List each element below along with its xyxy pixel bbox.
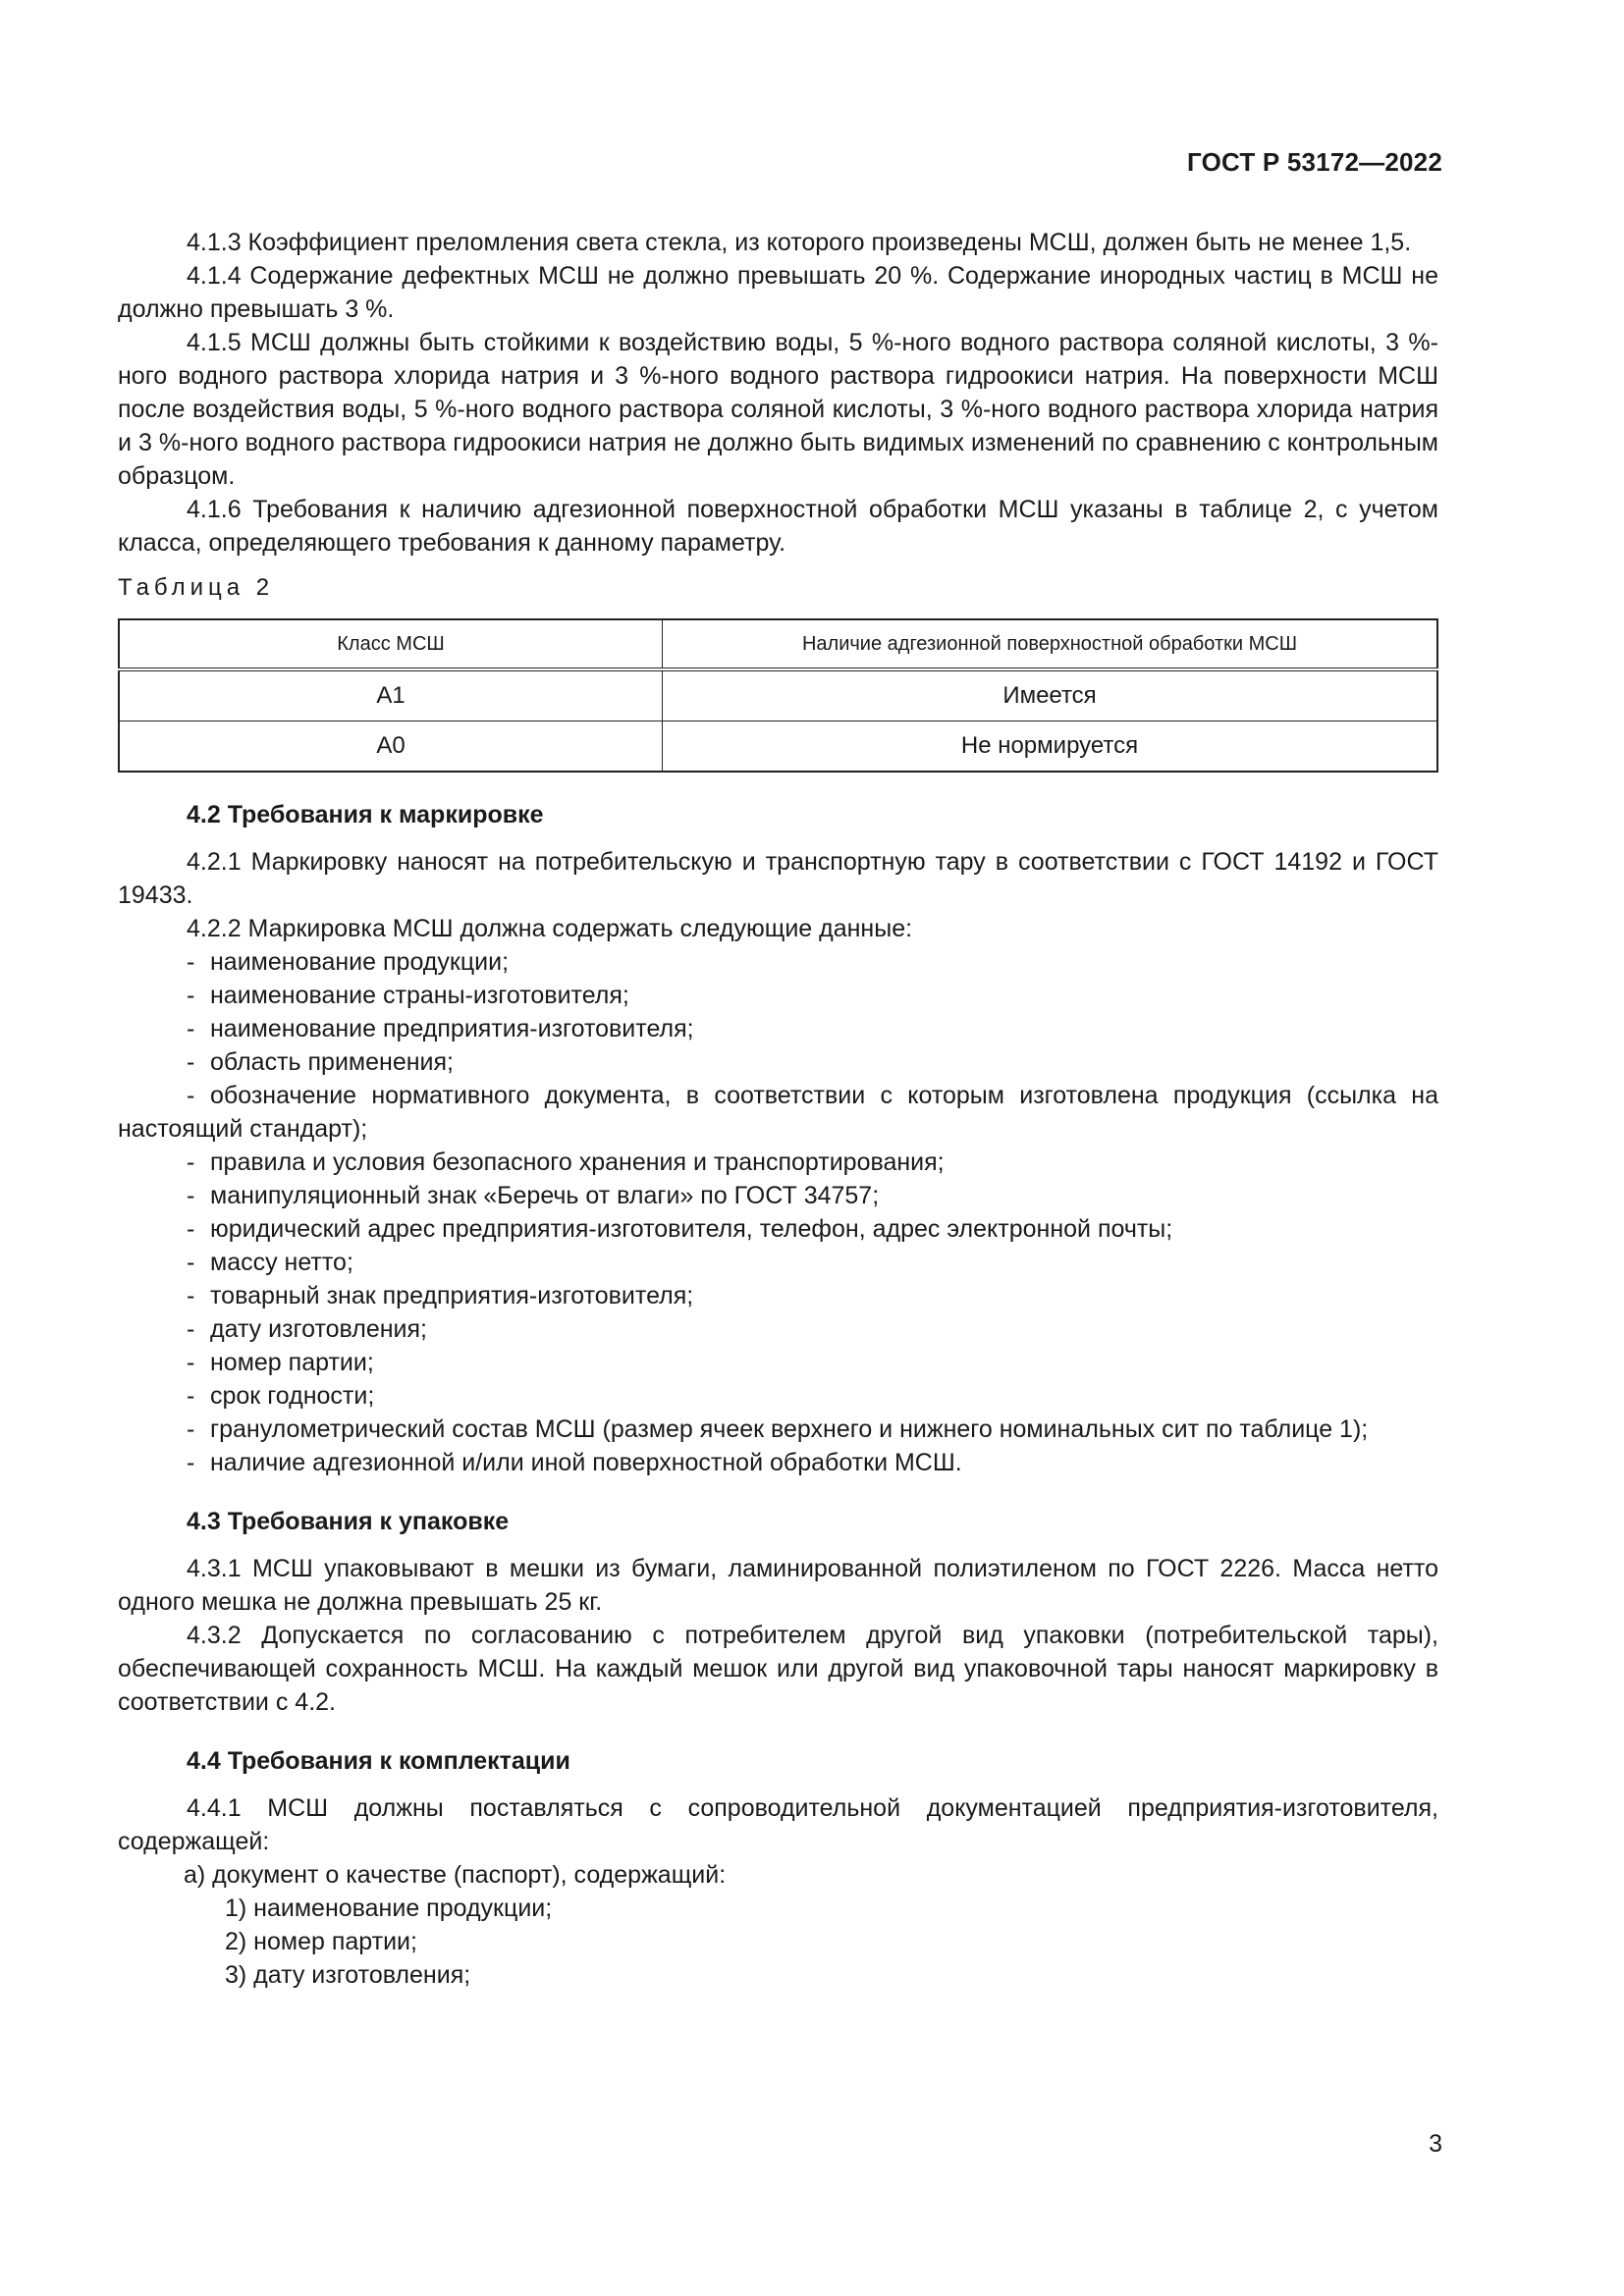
numbered-item: 3) дату изготовления; [225,1961,471,1989]
list-item-a: а) документ о качестве (паспорт), содержащий: [184,1861,727,1889]
table-row [119,721,1437,773]
list-item: - правила и условия безопасного хранения и транспортирования; [187,1148,945,1176]
table-header-class: Класс МСШ [119,619,663,669]
paragraph-4-1-4: 4.1.4 Содержание дефектных МСШ не должно превышать 20 %. Содержание инородных частиц в МСШ не должно превышать 3 %. [118,262,1438,323]
list-item: - товарный знак предприятия-изготовителя; [187,1282,694,1309]
page-number: 3 [1429,2130,1442,2158]
paragraph-4-3-2: 4.3.2 Допускается по согласованию с потребителем другой вид упаковки (потребительской тары), обеспечивающей сохранность МСШ. На каждый мешок или другой вид упаковочной тары наносят маркировку в соответствии с 4.2. [118,1622,1438,1716]
table-cell-class: А0 [119,721,663,773]
table-caption: Таблица 2 [118,574,275,601]
list-item: - номер партии; [187,1349,374,1376]
list-item: - срок годности; [187,1382,375,1410]
paragraph-4-3-1: 4.3.1 МСШ упаковывают в мешки из бумаги, ламинированной полиэтиленом по ГОСТ 2226. Масса нетто одного мешка не должна превышать 25 кг. [118,1555,1438,1616]
list-item: - массу нетто; [187,1249,353,1276]
list-item: - гранулометрический состав МСШ (размер ячеек верхнего и нижнего номинальных сит по таблице 1); [187,1415,1369,1443]
list-item: - наименование предприятия-изготовителя; [187,1015,694,1042]
page-content [118,226,1438,1992]
section-title-4-3: 4.3 Требования к упаковке [187,1508,510,1535]
numbered-item: 1) наименование продукции; [225,1895,553,1922]
list-item: - область применения; [187,1048,454,1076]
paragraph-4-2-1: 4.2.1 Маркировку наносят на потребительскую и транспортную тару в соответствии с ГОСТ 14192 и ГОСТ 19433. [118,848,1438,909]
numbered-item: 2) номер партии; [225,1928,417,1955]
paragraph-4-1-3: 4.1.3 Коэффициент преломления света стекла, из которого произведены МСШ, должен быть не менее 1,5. [187,229,1412,256]
list-item: - наименование продукции; [187,948,510,976]
section-title-4-2: 4.2 Требования к маркировке [187,801,544,828]
document-id-header: ГОСТ Р 53172—2022 [1187,147,1442,177]
table-header-row [119,619,1437,669]
list-item: - обозначение нормативного документа, в соответствии с которым изготовлена продукция (ссылка на настоящий стандарт); [118,1082,1438,1143]
list-item: - дату изготовления; [187,1315,427,1343]
paragraph-4-2-2: 4.2.2 Маркировка МСШ должна содержать следующие данные: [187,915,913,942]
paragraph-4-4-1: 4.4.1 МСШ должны поставляться с сопроводительной документацией предприятия-изготовителя, содержащей: [118,1794,1438,1855]
marking-list [118,945,1438,1479]
table-cell-adhesion: Имеется [663,669,1438,721]
section-title-4-4: 4.4 Требования к комплектации [187,1747,570,1775]
paragraph-4-1-6: 4.1.6 Требования к наличию адгезионной поверхностной обработки МСШ указаны в таблице 2, с учетом класса, определяющего требования к данному параметру. [118,496,1438,557]
table-2 [118,618,1438,773]
table-cell-adhesion: Не нормируется [663,721,1438,773]
list-item: - юридический адрес предприятия-изготовителя, телефон, адрес электронной почты; [187,1215,1173,1243]
list-item: - наименование страны-изготовителя; [187,982,629,1009]
table-header-adhesion: Наличие адгезионной поверхностной обработки МСШ [663,619,1438,669]
list-item: - наличие адгезионной и/или иной поверхностной обработки МСШ. [187,1449,962,1476]
paragraph-4-1-5: 4.1.5 МСШ должны быть стойкими к воздействию воды, 5 %-ного водного раствора соляной кислоты, 3 %-ного водного раствора хлорида натрия и 3 %-ного водного раствора гидроокиси натрия. На поверхности МСШ после воздействия воды, 5 %-ного водного раствора соляной кислоты, 3 %-ного водного раствора хлорида натрия и 3 %-ного водного раствора гидроокиси натрия не должно быть видимых изменений по сравнению с контрольным образцом. [118,329,1438,490]
table-row [119,669,1437,721]
list-item: - манипуляционный знак «Беречь от влаги» по ГОСТ 34757; [187,1182,880,1209]
table-cell-class: А1 [119,669,663,721]
